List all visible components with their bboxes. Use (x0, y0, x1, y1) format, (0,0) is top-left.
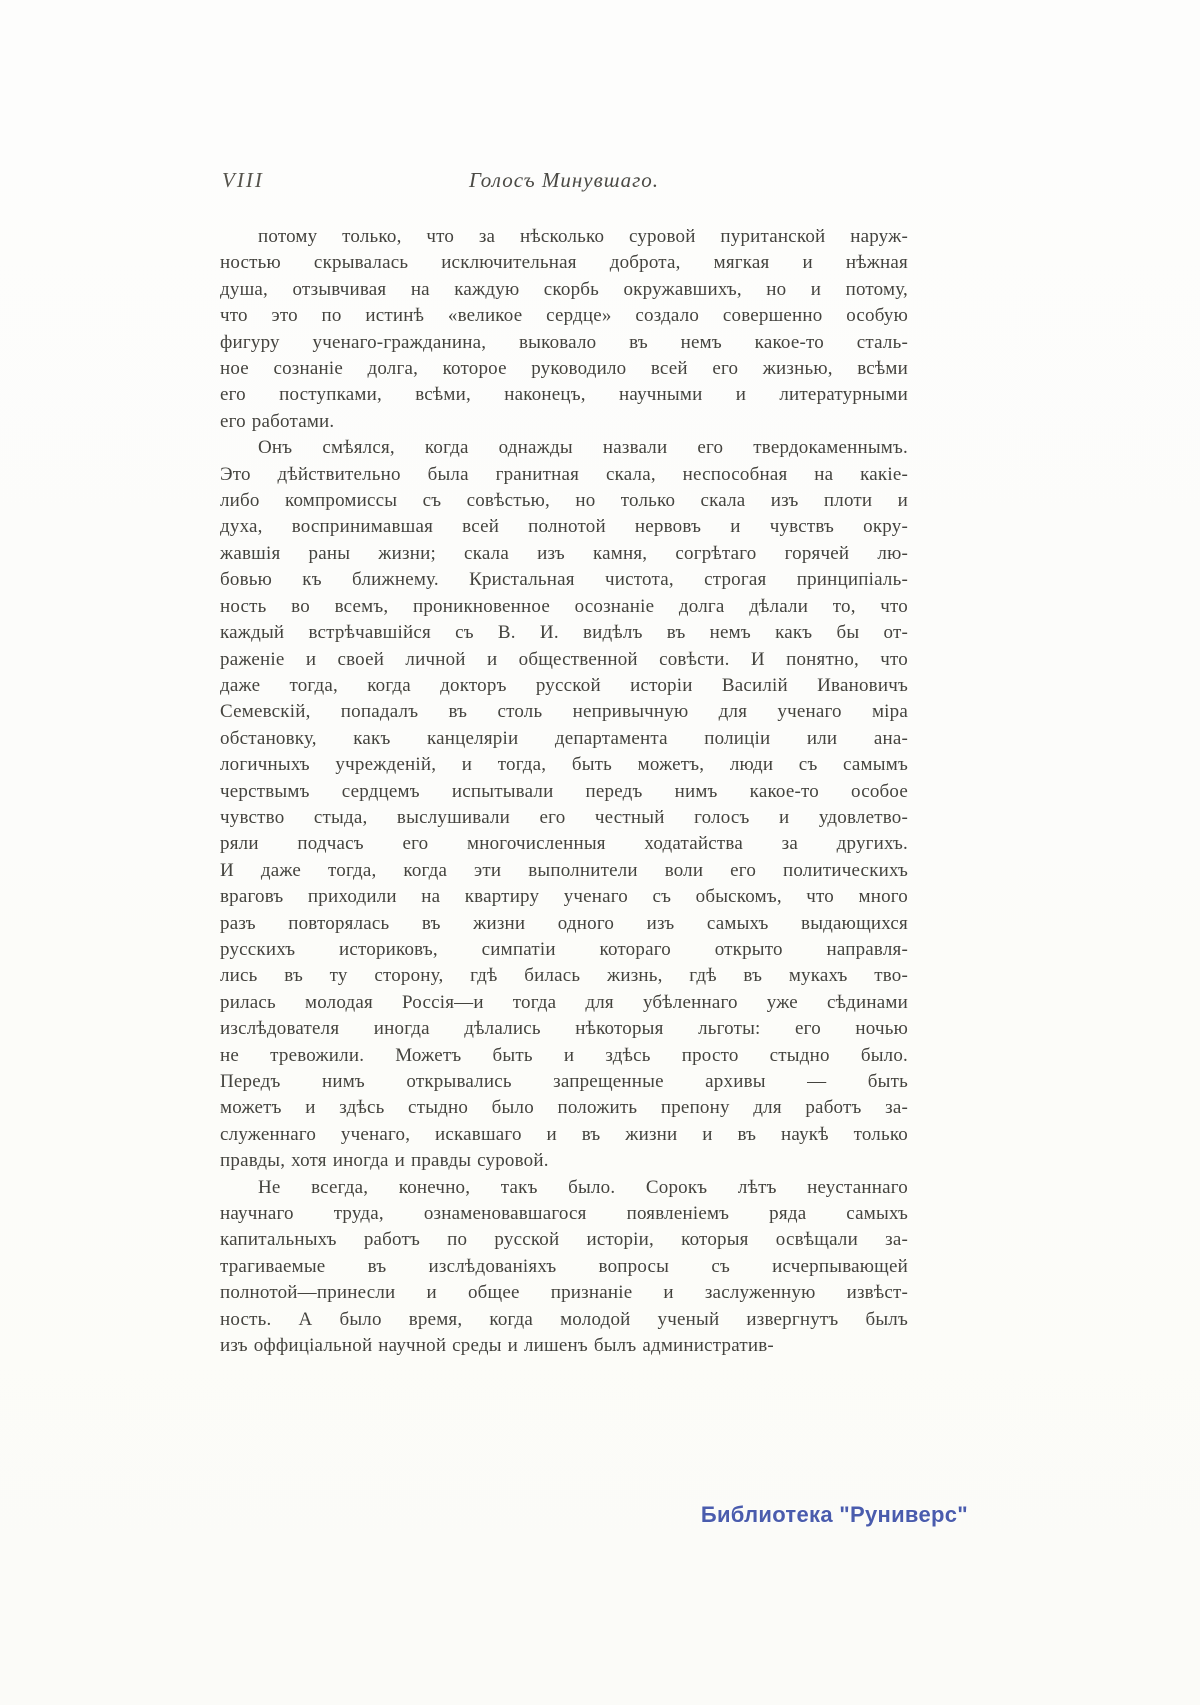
text-line: логичныхъ учрежденій, и тогда, быть можетъ, люди съ самымъ (220, 754, 908, 776)
text-block (220, 224, 908, 1359)
text-line: изслѣдователя иногда дѣлались нѣкоторыя льготы: его ночью (220, 1018, 908, 1040)
text-line: изъ оффиціальной научной среды и лишенъ былъ административ- (220, 1335, 774, 1357)
paragraph (220, 224, 908, 435)
text-line: рилась молодая Россія—и тогда для убѣленнаго уже сѣдинами (220, 991, 908, 1013)
text-line: можетъ и здѣсь стыдно было положить препону для работъ за- (220, 1097, 908, 1119)
text-line: обстановку, какъ канцеляріи департамента полиціи или ана- (220, 727, 908, 749)
text-line: ное сознаніе долга, которое руководило всей его жизнью, всѣми (220, 358, 908, 380)
paragraph (220, 435, 908, 1174)
text-line: Не всегда, конечно, такъ было. Сорокъ лѣтъ неустаннаго (258, 1176, 908, 1198)
text-line: Семевскій, попадалъ въ столь непривычную для ученаго міра (220, 701, 908, 723)
page-header (220, 168, 908, 198)
text-line: Онъ смѣялся, когда однажды назвали его твердокаменнымъ. (258, 437, 908, 459)
library-watermark: Библиотека "Руниверс" (700, 1502, 968, 1527)
paragraph (220, 1175, 908, 1360)
text-line: жавшія раны жизни; скала изъ камня, согрѣтаго горячей лю- (220, 542, 908, 564)
text-line: душа, отзывчивая на каждую скорбь окружавшихъ, но и потому, (220, 278, 908, 300)
text-line: каждый встрѣчавшійся съ В. И. видѣлъ въ немъ какъ бы от- (220, 622, 908, 644)
text-line: капитальныхъ работъ по русской исторіи, которыя освѣщали за- (220, 1229, 908, 1251)
text-line: полнотой—принесли и общее признаніе и заслуженную извѣст- (220, 1282, 908, 1304)
text-line: фигуру ученаго-гражданина, выковало въ немъ какое-то сталь- (220, 331, 908, 353)
text-line: враговъ приходили на квартиру ученаго съ обыскомъ, что много (220, 886, 908, 908)
text-line: ность. А было время, когда молодой ученый извергнутъ былъ (220, 1308, 908, 1330)
text-line: черствымъ сердцемъ испытывали передъ нимъ какое-то особое (220, 780, 908, 802)
text-line: правды, хотя иногда и правды суровой. (220, 1150, 549, 1172)
running-title: Голосъ Минувшаго. (468, 168, 660, 192)
text-line: Это дѣйствительно была гранитная скала, неспособная на какіе- (220, 463, 908, 485)
text-line: трагиваемые въ изслѣдованіяхъ вопросы съ исчерпывающей (220, 1255, 908, 1277)
text-line: бовью къ ближнему. Кристальная чистота, строгая принципіаль- (220, 569, 908, 591)
text-line: русскихъ историковъ, симпатіи котораго открыто направля- (220, 938, 908, 960)
text-line: даже тогда, когда докторъ русской исторіи Василій Ивановичъ (220, 674, 908, 696)
text-line: либо компромиссы съ совѣстью, но только скала изъ плоти и (220, 490, 908, 512)
text-line: раженіе и своей личной и общественной совѣсти. И понятно, что (220, 648, 908, 670)
text-line: его поступками, всѣми, наконецъ, научными и литературными (220, 384, 908, 406)
text-line: разъ повторялась въ жизни одного изъ самыхъ выдающихся (220, 912, 908, 934)
text-line: ностью скрывалась исключительная доброта, мягкая и нѣжная (220, 252, 908, 274)
text-line: И даже тогда, когда эти выполнители воли его политическихъ (220, 859, 908, 881)
text-line: его работами. (220, 410, 335, 432)
text-line: Передъ нимъ открывались запрещенные архивы — быть (220, 1071, 908, 1092)
text-line: научнаго труда, ознаменовавшагося появленіемъ ряда самыхъ (220, 1203, 908, 1225)
text-line: ность во всемъ, проникновенное осознаніе долга дѣлали то, что (220, 595, 908, 617)
text-line: духа, воспринимавшая всей полнотой нервовъ и чувствъ окру- (220, 516, 908, 538)
text-line: потому только, что за нѣсколько суровой пуританской наруж- (258, 226, 908, 247)
text-line: чувство стыда, выслушивали его честный голосъ и удовлетво- (220, 806, 908, 828)
page-number: VIII (222, 168, 264, 192)
text-line: что это по истинѣ «великое сердце» создало совершенно особую (220, 305, 908, 327)
text-line: ряли подчасъ его многочисленныя ходатайства за другихъ. (220, 833, 908, 855)
text-line: служеннаго ученаго, искавшаго и въ жизни и въ наукѣ только (220, 1123, 908, 1145)
text-line: лись въ ту сторону, гдѣ билась жизнь, гдѣ въ мукахъ тво- (220, 965, 908, 987)
text-line: не тревожили. Можетъ быть и здѣсь просто стыдно было. (220, 1044, 908, 1066)
